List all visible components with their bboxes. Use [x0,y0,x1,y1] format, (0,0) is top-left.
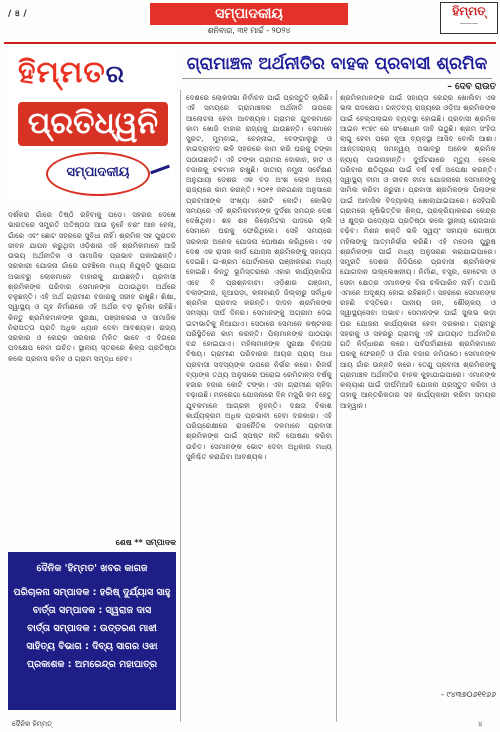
editorial-end-mark: ଶେଷ ** ସମ୍ପାଦକ [115,538,176,547]
publication-name: ହିମ୍ମତ୍ [452,4,486,18]
publication-tagline: ——— [460,20,478,27]
page-footer [8,718,492,730]
credit-line: ବାର୍ତ୍ତା ସମ୍ପାଦକ : ସ୍ୱରାଜ ଦାସ [32,605,152,616]
masthead-title [18,55,125,90]
footer-title: ଦୈନିକ ହିମ୍ମତ୍ [12,720,53,728]
masthead-title-suffix: ର [105,59,125,88]
column-divider [336,90,337,722]
credit-line: ବାର୍ତ୍ତା ସମ୍ପାଦକ : ଉତ୍ତରଣ ମାଝୀ [27,623,157,634]
masthead-banner: ପ୍ରତିଧ୍ୱନି [18,102,168,146]
column-divider [180,90,181,722]
editorial-column: ଦର୍ଶକରା ଗାଁରେ ତିଷ୍ଠି ରହିବାକୁ ପଡ଼େ। ସହରର ଦେଖେ ଭାରତରେ ସମ୍ପ୍ରତି ଅତିଷ୍ଠତା ଆଉ ନୁହେଁ ବରଂ ଆନ ହେଲା, ଗାଁରେ ଏବଂ ଛୋଟ ସହରରେ ସୁବିଧା ନାହିଁ। ଶ୍ରମିକ ସହ ପୁରାତନ ଜୀବନ ଯାପନ କରୁଥିବା ଓଡ଼ିଶାର ଏହି ଶ୍ରମିକମାନେ ଆଜି ଉଭୟ ଅର୍ଥନୀତିକ ଓ ସାମାଜିକ ପ୍ରଭାବ ପକାଉଛନ୍ତି। ସରକାରୀ ଯୋଜନା ଗାଁରେ ପହଞ୍ଚିଲେ ମଧ୍ୟ ନିଯୁକ୍ତି ସୁଯୋଗ ଅଭାବରୁ ଲୋକମାନେ ବାହାରକୁ ଯାଉଛନ୍ତି। ପ୍ରବାସୀ ଶ୍ରମିକଙ୍କ ପରିବାର ସେମାନଙ୍କ ପଠାଉଥିବା ଅର୍ଥରେ ଚଳୁଛନ୍ତି। ଏହି ଅର୍ଥ ଗ୍ରାମୀଣ ବଜାରକୁ ସଜୀବ ରଖୁଛି। ଶିକ୍ଷା, ସ୍ୱାସ୍ଥ୍ୟ ଓ ଗୃହ ନିର୍ମାଣରେ ଏହି ଅର୍ଥର ବଡ଼ ଭୂମିକା ରହିଛି। କିନ୍ତୁ ଶ୍ରମିକମାନଙ୍କ ସୁରକ୍ଷା, ପଞ୍ଜୀକରଣ ଓ ସାମାଜିକ ନିରାପତ୍ତା ପ୍ରତି ଅଧିକ ଧ୍ୟାନ ଦେବା ଆବଶ୍ୟକ। ରାଜ୍ୟ ସରକାର ଓ କେନ୍ଦ୍ର ସରକାର ମିଳିତ ଭାବେ ଏ ଦିଗରେ ପଦକ୍ଷେପ ନେବା ଉଚିତ। ସ୍ଥାନୀୟ ସ୍ତରରେ ଶିଳ୍ପ ପ୍ରତିଷ୍ଠା କଲେ ପ୍ରବାସ କମିବ ଓ ଗ୍ରାମ ସମୃଦ୍ଧ ହେବ। [8,210,176,363]
article-column-1: ଦେଶରେ ଲୋକସଭା ନିର୍ବାଚନ ପାଇଁ ପ୍ରସ୍ତୁତି ଚାଲିଛି। ଏହି ସମୟରେ ଗ୍ରାମାଞ୍ଚଳର ଅର୍ଥନୀତି ଉପରେ ଆଲୋଚନା ହେବା ଆବଶ୍ୟକ। ଗ୍ରାମର ଯୁବକମାନେ କାମ ଖୋଜି ବାହାର ରାଜ୍ୟକୁ ଯାଉଛନ୍ତି। ସେମାନେ ସୁରଟ, ମୁମ୍ବାଇ, ଚେନ୍ନାଇ, ବେଙ୍ଗାଲୁରୁ ଓ ହାଇଦ୍ରାବାଦ ଭଳି ସହରରେ କାମ କରି ଘରକୁ ଟଙ୍କା ପଠାଉଛନ୍ତି। ଏହି ଟଙ୍କା ଗ୍ରାମର ଦୋକାନ, ହାଟ ଓ ବଜାରକୁ ଚଳମାନ ରଖୁଛି। ଜାତୀୟ ନମୁନା ସର୍ବେକ୍ଷଣ ଅନୁଯାୟୀ ଦେଶର ଏକ ବଡ଼ ଅଂଶ ଲୋକ ଅନ୍ୟ ରାଜ୍ୟରେ କାମ କରନ୍ତି। ୨୦୧୧ ଜନଗଣନା ଅନୁସାରେ ପ୍ରବାସୀଙ୍କ ସଂଖ୍ୟା କୋଟି କୋଟି। କୋଭିଡ଼ ସମୟରେ ଏହି ଶ୍ରମିକମାନଙ୍କ ଦୁର୍ଦଶା ସମଗ୍ର ଦେଶ ଦେଖିଥିଲା। ଶହ ଶହ କିଲୋମିଟର ପାଦରେ ଚାଲି ସେମାନେ ଘରକୁ ଫେରିଥିଲେ। ସେହି ସମୟରେ ସରକାର ଅନେକ ଯୋଜନା ଘୋଷଣା କରିଥିଲେ। ଏକ ଦେଶ ଏକ ରାସନ କାର୍ଡ ଯୋଜନା ଶ୍ରମିକଙ୍କୁ ସହାୟତା ଦେଇଛି। ଇ-ଶ୍ରମ ପୋର୍ଟାଲରେ ପଞ୍ଜୀକରଣ ମଧ୍ୟ ହୋଇଛି। କିନ୍ତୁ ଭୂମିସ୍ତରରେ ଏହାର କାର୍ଯ୍ୟକାରିତା ଏବେ ବି ପ୍ରଶ୍ନବାଚୀ। ଓଡ଼ିଶାର ଗଞ୍ଜାମ, ବଲାଙ୍ଗୀର, ନୂଆପଡ଼ା, କଳାହାଣ୍ଡି ଜିଲ୍ଲାରୁ ସର୍ବାଧିକ ଶ୍ରମିକ ପ୍ରବାସ କରନ୍ତି। ଦାଦନ ଶ୍ରମିକଙ୍କ ସମସ୍ୟା ଦୀର୍ଘ ଦିନର। ସେମାନଙ୍କୁ ଅଗ୍ରୀମ ଦେଇ ଇଟାଭାଟିକୁ ନିଆଯାଏ। ସେଠାରେ ସେମାନେ କଷ୍ଟକର ପରିସ୍ଥିତିରେ କାମ କରନ୍ତି। ପିଲାମାନଙ୍କ ପାଠପଢ଼ା ବନ୍ଦ ହୋଇଯାଏ। ମହିଳାମାନଙ୍କ ସୁରକ୍ଷା ଚିନ୍ତାର ବିଷୟ। ଗ୍ରାମୀଣ ପରିବାରର ଆୟର ପ୍ରାୟ ଅଧା ପ୍ରବାସୀ ସଦସ୍ୟଙ୍କ ଉପରେ ନିର୍ଭର କରେ। ରିଜର୍ଭ ବ୍ୟାଙ୍କ ତଥ୍ୟ ଅନୁସାରେ ଘରୋଇ ରେମିଟାନ୍ସ ବର୍ଷକୁ ହଜାର ହଜାର କୋଟି ଟଙ୍କା। ଏହା ଗ୍ରାମୀଣ ଚାହିଦା ବଢ଼ାଉଛି। ମନରେଗା ଯୋଜନାରେ ଦିନ ମଜୁରି କମ ହେତୁ ଯୁବକମାନେ ଆଗ୍ରହୀ ନୁହନ୍ତି। ଦକ୍ଷତା ବିକାଶ କାର୍ଯ୍ୟକ୍ରମ ଅଧିକ ପ୍ରଭାବୀ ହେବା ଦରକାର। ଏହି ପରିପ୍ରେକ୍ଷୀରେ ରାଜନୈତିକ ଦଳମାନେ ପ୍ରବାସୀ ଶ୍ରମିକଙ୍କ ପାଇଁ ସ୍ପଷ୍ଟ ନୀତି ଘୋଷଣା କରିବା ଉଚିତ। ସେମାନଙ୍କ ଭୋଟ ଦେବା ଅଧିକାର ମଧ୍ୟ ସୁନିଶ୍ଚିତ କରାଯିବା ଆବଶ୍ୟକ। [186,93,332,461]
section-title: ସମ୍ପାଦକୀୟ [150,3,348,25]
article-byline: – ଦେବ ରାଉତ [447,82,496,92]
publication-logo [440,2,498,34]
credits-box [8,552,176,710]
masthead-signature: ସମ୍ପାଦକୀୟ [46,152,150,196]
issue-date: ଶନିବାର, ୩୧ ମାର୍ଚ୍ଚ - ୨୦୨୪ [207,26,291,35]
credit-line: ଦୈନିକ 'ହିମ୍ମତ' ଖବର କାଗଜ [36,563,148,574]
page-number: / ৪ / [8,9,27,19]
footer-page-number: ୪ [478,720,483,728]
credit-line: ପରିଚାଳନା ସମ୍ପାଦକ : ହରିଷ୍ ଦୁର୍ଯ୍ୟାସ ସାହୁ [13,587,171,598]
masthead-title-main: ହିମ୍ମତ [18,55,106,90]
header-divider [4,42,496,44]
article-column-2: ଶ୍ରମିକମାନଙ୍କ ପାଇଁ ସହାୟତା କେନ୍ଦ୍ର ଖୋଲିବା ଏକ ଭଲ ପଦକ୍ଷେପ। ଗନ୍ତବ୍ୟ ରାଜ୍ୟରେ ଓଡ଼ିଆ ଶ୍ରମିକଙ୍କ ପାଇଁ ହେଲ୍ପଲାଇନ ବ୍ୟବସ୍ଥା ହୋଇଛି। ପ୍ରବାସୀ ଶ୍ରମିକ ଆଇନ ୧୯୭୯ ରେ ସଂଶୋଧନ ଦାବି ଉଠୁଛି। ଶ୍ରମ ସଂହିତା ଲାଗୁ ହେବା ପରେ ନୂଆ ବ୍ୟବସ୍ଥା ଆସିବ ବୋଲି ଆଶା। ଆନ୍ତଃରାଜ୍ୟ ସମନ୍ୱୟ ଅଭାବରୁ ଅନେକ ଶ୍ରମିକ ନ୍ୟାୟ ପାଉନାହାନ୍ତି। ଦୁର୍ଘଟଣାରେ ମୃତ୍ୟୁ ହେଲେ ପରିବାର କ୍ଷତିପୂରଣ ପାଇଁ ବର୍ଷ ବର୍ଷ ଅପେକ୍ଷା କରନ୍ତି। ସ୍ୱାସ୍ଥ୍ୟ ବୀମା ଓ ଜୀବନ ବୀମା ଯୋଜନାରେ ସେମାନଙ୍କୁ ସାମିଲ କରିବା ଜରୁରୀ। ପ୍ରବାସୀ ଶ୍ରମିକଙ୍କ ପିଲାଙ୍କ ପାଇଁ ଆବାସିକ ବିଦ୍ୟାଳୟ ଖୋଲାଯାଇପାରେ। ସେହିପରି ଗ୍ରାମରେ କୃଷିଭିତ୍ତିକ ଶିଳ୍ପ, ପ୍ରକ୍ରିୟାକରଣ କେନ୍ଦ୍ର ଓ କ୍ଷୁଦ୍ର ଉଦ୍ୟୋଗ ପ୍ରତିଷ୍ଠା କଲେ ସ୍ଥାନୀୟ ରୋଜଗାର ବଢ଼ିବ। ମିଶନ ଶକ୍ତି ଭଳି ସ୍ୱୟଂ ସହାୟକ ଗୋଷ୍ଠୀ ମହିଳାଙ୍କୁ ଆତ୍ମନିର୍ଭର କରିଛି। ଏହି ମଡେଲ ପୁରୁଷ ଶ୍ରମିକଙ୍କ ପାଇଁ ମଧ୍ୟ ଅନୁସରଣ କରାଯାଇପାରେ। ସମ୍ପ୍ରତି ଦେଶର ଜିଡିପିରେ ପ୍ରବାସୀ ଶ୍ରମିକଙ୍କ ଯୋଗଦାନ ଉଲ୍ଲେଖନୀୟ। ନିର୍ମାଣ, ବସ୍ତ୍ର, ହୋଟେଲ ଓ ସେବା କ୍ଷେତ୍ର ଏମାନଙ୍କ ବିନା ଚଳିପାରିବ ନାହିଁ। ତଥାପି ଏମାନେ ଅଦୃଶ୍ୟ ହୋଇ ରହିଛନ୍ତି। ସହରରେ ସେମାନଙ୍କ ରହଣି ବସ୍ତିରେ। ପାନୀୟ ଜଳ, ଶୌଚାଳୟ ଓ ସ୍ୱାସ୍ଥ୍ୟସେବା ଅଭାବ। ସେମାନଙ୍କ ପାଇଁ ସୁଲଭ ଭଡ଼ା ଘର ଯୋଜନା କାର୍ଯ୍ୟକାରୀ ହେବା ଦରକାର। ଗ୍ରାମରୁ ସହରକୁ ଓ ସହରରୁ ଗ୍ରାମକୁ ଏହି ଯାତାୟାତ ଅର୍ଥନୀତିର ଗତି ନିର୍ଦ୍ଧାରଣ କରେ। ପର୍ବପର୍ବାଣୀରେ ଶ୍ରମିକମାନେ ଘରକୁ ଫେରନ୍ତି ଓ ଗାଁର ବଜାର ଜମିଉଠେ। ସେମାନଙ୍କ ଆୟ ଗାଁର ଉନ୍ନତି କରେ। ତେଣୁ ପ୍ରବାସୀ ଶ୍ରମିକଙ୍କୁ ଗ୍ରାମାଞ୍ଚଳ ଅର୍ଥନୀତିର ବାହକ କୁହାଯାଇପାରେ। ଏମାନଙ୍କ କଲ୍ୟାଣ ପାଇଁ ଦୀର୍ଘମିଆଦି ଯୋଜନା ପ୍ରସ୍ତୁତ କରିବା ଓ ତାହାକୁ ଆନ୍ତରିକତାର ସହ କାର୍ଯ୍ୟକାରୀ କରିବା ସମୟର ଆହ୍ୱାନ। [340,93,496,410]
article-headline: ଗ୍ରାମାଞ୍ଚଳ ଅର୍ଥନୀତିର ବାହକ ପ୍ରବାସୀ ଶ୍ରମିକ [182,50,492,79]
credit-line: ପ୍ରକାଶକ : ଅମରେନ୍ଦ୍ର ମହାପାତ୍ର [26,659,158,670]
author-phone: - ୯୪୩୭୦୬୧୧୬୬ [441,690,496,699]
credit-line: ସାହିତ୍ୟ ବିଭାଗ : ଦିବ୍ୟ ସାଗର ଓଝା [26,641,158,652]
